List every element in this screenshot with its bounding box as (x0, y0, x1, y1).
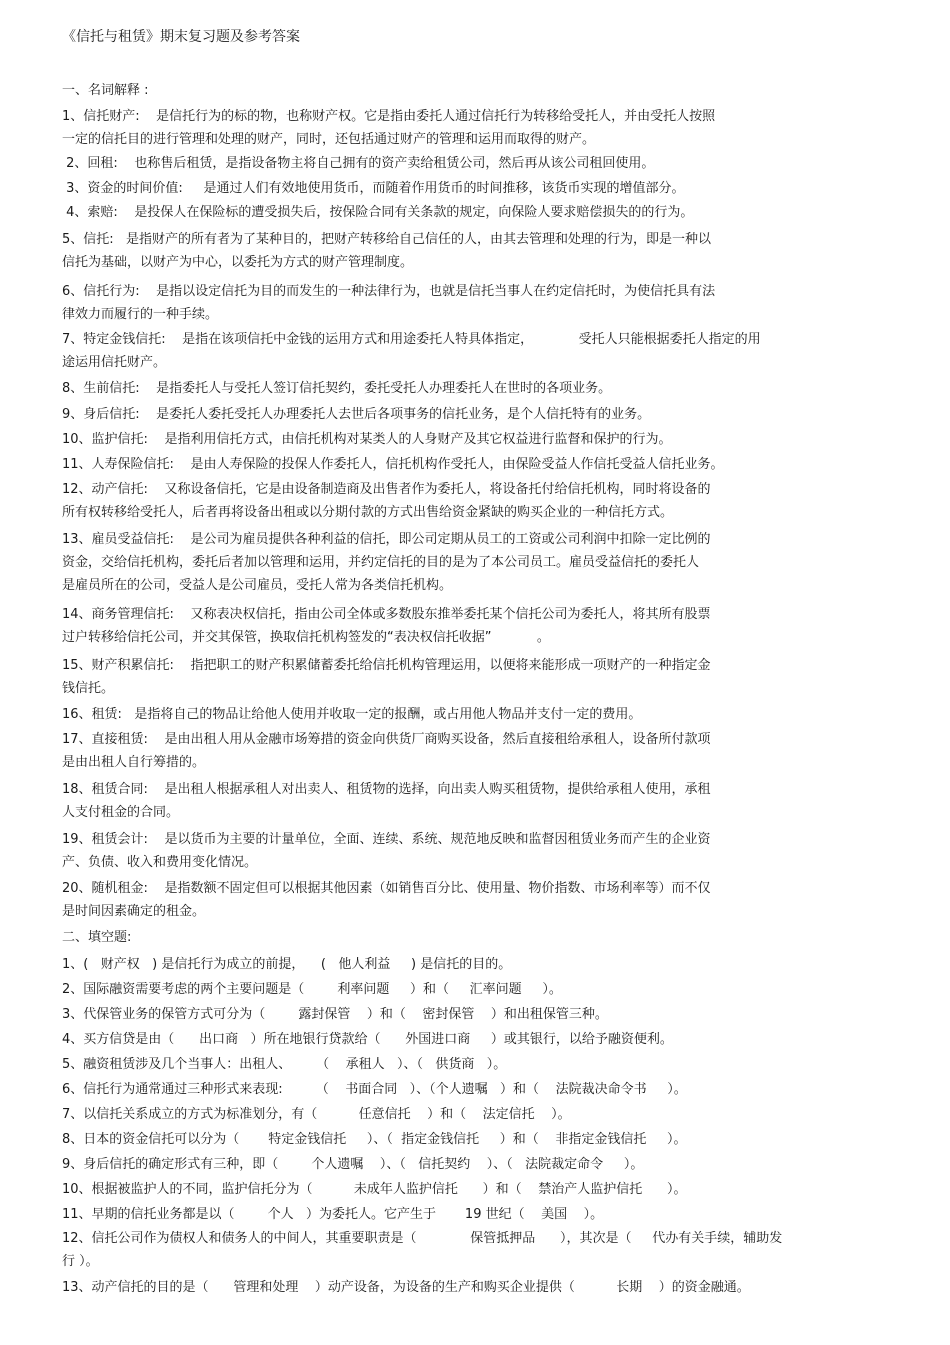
fill-in-item-3 (62, 1003, 872, 1026)
definition-item-line: 13、雇员受益信托: 是公司为雇员提供各种利益的信托，即公司定期从员工的工资或公司利润中扣除一定比例的 (62, 532, 711, 547)
definition-item-line: 所有权转移给受托人，后者再将设备出租或以分期付款的方式出售给资金紧缺的购买企业的一种信托方式。 (62, 505, 674, 520)
definition-item-2 (62, 152, 872, 175)
fill-in-item-line: 4、买方信贷是由（ 出口商 ）所在地银行贷款给（ 外国进口商 ）或其银行，以给予融资便利。 (62, 1032, 673, 1047)
definition-item-line: 一定的信托目的进行管理和处理的财产，同时，还包括通过财产的管理和运用而取得的财产。 (62, 132, 596, 147)
fill-in-item-line: 2、国际融资需要考虑的两个主要问题是（ 利率问题 ）和（ 汇率问题 ）。 (62, 982, 562, 997)
definition-item-line: 1、信托财产: 是信托行为的标的物，也称财产权。它是指由委托人通过信托行为转移给受托人，并由受托人按照 (62, 109, 716, 124)
definition-item-12 (62, 478, 872, 524)
definition-item-4 (62, 201, 872, 224)
definition-item-line: 是由出租人自行筹措的。 (62, 755, 206, 770)
fill-in-item-13 (62, 1276, 872, 1299)
definition-item-line: 产、负债、收入和费用变化情况。 (62, 855, 258, 870)
fill-in-item-line: 6、信托行为通常通过三种形式来表现: （ 书面合同 ）、（个人遗嘱 ）和（ 法院裁决命令书 ）。 (62, 1082, 687, 1097)
fill-in-item-line: 行 ）。 (62, 1254, 99, 1269)
fill-in-item-line: 9、身后信托的确定形式有三种，即（ 个人遗嘱 ）、（ 信托契约 ）、（ 法院裁定命令 ）。 (62, 1157, 644, 1172)
definition-item-line: 3、资金的时间价值: 是通过人们有效地使用货币，而随着作用货币的时间推移，该货币实现的增值部分。 (62, 181, 685, 196)
definition-item-line: 8、生前信托: 是指委托人与受托人签订信托契约，委托受托人办理委托人在世时的各项业务。 (62, 381, 612, 396)
fill-in-item-10 (62, 1178, 872, 1201)
definition-item-line: 11、人寿保险信托: 是由人寿保险的投保人作委托人，信托机构作受托人，由保险受益人作信托受益人信托业务。 (62, 457, 724, 472)
fill-in-item-line: 1、( 财产权 ) 是信托行为成立的前提， ( 他人利益 ) 是信托的目的。 (62, 957, 512, 972)
fill-in-item-5 (62, 1053, 872, 1076)
definition-item-19 (62, 828, 872, 874)
definition-item-3 (62, 177, 872, 200)
document-title: 《信托与租赁》期末复习题及参考答案 (62, 29, 300, 45)
definition-item-line: 12、动产信托: 又称设备信托，它是由设备制造商及出售者作为委托人，将设备托付给信托机构，同时将设备的 (62, 482, 711, 497)
fill-in-item-11 (62, 1203, 872, 1226)
definition-item-16 (62, 703, 872, 726)
definition-item-14 (62, 603, 872, 649)
definition-item-line: 19、租赁会计: 是以货币为主要的计量单位，全面、连续、系统、规范地反映和监督因租赁业务而产生的企业资 (62, 832, 711, 847)
definition-item-18 (62, 778, 872, 824)
fill-in-item-1 (62, 953, 872, 976)
definition-item-line: 16、租赁: 是指将自己的物品让给他人使用并收取一定的报酬，或占用他人物品并支付一定的费用。 (62, 707, 642, 722)
definition-item-line: 4、索赔: 是投保人在保险标的遭受损失后，按保险合同有关条款的规定，向保险人要求赔偿损失的的行为。 (62, 205, 694, 220)
definition-item-6 (62, 280, 872, 326)
definition-item-line: 9、身后信托: 是委托人委托受托人办理委托人去世后各项事务的信托业务，是个人信托特有的业务。 (62, 407, 651, 422)
fill-in-item-7 (62, 1103, 872, 1126)
definition-item-13 (62, 528, 872, 597)
fill-in-item-line: 11、早期的信托业务都是以（ 个人 ）为委托人。它产生于 19 世纪（ 美国 ）。 (62, 1207, 604, 1222)
definition-item-15 (62, 654, 872, 700)
fill-in-item-12 (62, 1227, 872, 1273)
section-heading-fill-in: 二、填空题: (62, 930, 132, 945)
definition-item-7 (62, 328, 872, 374)
fill-in-item-line: 8、日本的资金信托可以分为（ 特定金钱信托 ）、（ 指定金钱信托 ）和（ 非指定金钱信托 ）。 (62, 1132, 687, 1147)
definition-item-11 (62, 453, 872, 476)
fill-in-item-line: 13、动产信托的目的是（ 管理和处理 ）动产设备，为设备的生产和购买企业提供（ 长期 ）的资金融通。 (62, 1280, 750, 1295)
fill-in-item-6 (62, 1078, 872, 1101)
definition-item-line: 过户转移给信托公司，并交其保管，换取信托机构签发的“表决权信托收据” 。 (62, 630, 550, 645)
fill-in-item-line: 5、融资租赁涉及几个当事人：出租人、 （ 承租人 ）、（ 供货商 ）。 (62, 1057, 507, 1072)
definition-item-line: 人支付租金的合同。 (62, 805, 180, 820)
fill-in-item-2 (62, 978, 872, 1001)
fill-in-item-line: 12、信托公司作为债权人和债务人的中间人，其重要职责是（ 保管抵押品 ），其次是（ 代办有关手续，辅助发 (62, 1231, 783, 1246)
definition-item-8 (62, 377, 872, 400)
fill-in-item-line: 3、代保管业务的保管方式可分为（ 露封保管 ）和（ 密封保管 ）和出租保管三种。 (62, 1007, 608, 1022)
definition-item-line: 18、租赁合同: 是出租人根据承租人对出卖人、租赁物的选择，向出卖人购买租赁物，提供给承租人使用，承租 (62, 782, 711, 797)
definition-item-line: 信托为基础，以财产为中心，以委托为方式的财产管理制度。 (62, 255, 414, 270)
definition-item-line: 14、商务管理信托: 又称表决权信托，指由公司全体或多数股东推举委托某个信托公司为委托人，将其所有股票 (62, 607, 711, 622)
definition-item-10 (62, 428, 872, 451)
definition-item-1 (62, 105, 872, 151)
definition-item-line: 17、直接租赁: 是由出租人用从金融市场筹措的资金向供货厂商购买设备，然后直接租给承租人，设备所付款项 (62, 732, 711, 747)
fill-in-item-9 (62, 1153, 872, 1176)
fill-in-item-line: 10、根据被监护人的不同，监护信托分为（ 未成年人监护信托 ）和（ 禁治产人监护信托 ）。 (62, 1182, 687, 1197)
definition-item-line: 5、信托: 是指财产的所有者为了某种目的，把财产转移给自己信任的人，由其去管理和处理的行为，即是一种以 (62, 232, 712, 247)
definition-item-line: 6、信托行为: 是指以设定信托为目的而发生的一种法律行为，也就是信托当事人在约定信托时，为使信托具有法 (62, 284, 716, 299)
definition-item-line: 途运用信托财产。 (62, 355, 167, 370)
definition-item-17 (62, 728, 872, 774)
fill-in-item-8 (62, 1128, 872, 1151)
fill-in-item-4 (62, 1028, 872, 1051)
fill-in-item-line: 7、以信托关系成立的方式为标准划分，有（ 任意信托 ）和（ 法定信托 ）。 (62, 1107, 571, 1122)
definition-item-line: 是时间因素确定的租金。 (62, 904, 206, 919)
section-heading-definitions: 一、名词解释 : (62, 83, 149, 98)
definition-item-line: 10、监护信托: 是指利用信托方式，由信托机构对某类人的人身财产及其它权益进行监督和保护的行为。 (62, 432, 672, 447)
definition-item-9 (62, 403, 872, 426)
definition-item-line: 资金，交给信托机构，委托后者加以管理和运用，并约定信托的目的是为了本公司员工。雇员受益信托的委托人 (62, 555, 700, 570)
definition-item-line: 2、回租: 也称售后租赁，是指设备物主将自己拥有的资产卖给租赁公司，然后再从该公司租回使用。 (62, 156, 655, 171)
definition-item-line: 7、特定金钱信托: 是指在该项信托中金钱的运用方式和用途委托人特具体指定， 受托人只能根据委托人指定的用 (62, 332, 761, 347)
definition-item-line: 钱信托。 (62, 681, 115, 696)
definition-item-line: 是雇员所在的公司，受益人是公司雇员，受托人常为各类信托机构。 (62, 578, 453, 593)
definition-item-line: 15、财产积累信托: 指把职工的财产积累储蓄委托给信托机构管理运用，以便将来能形成一项财产的一种指定金 (62, 658, 711, 673)
definition-item-line: 20、随机租金: 是指数额不固定但可以根据其他因素（如销售百分比、使用量、物价指数、市场利率等）而不仅 (62, 881, 711, 896)
definition-item-20 (62, 877, 872, 923)
definition-item-5 (62, 228, 872, 274)
definition-item-line: 律效力而履行的一种手续。 (62, 307, 219, 322)
